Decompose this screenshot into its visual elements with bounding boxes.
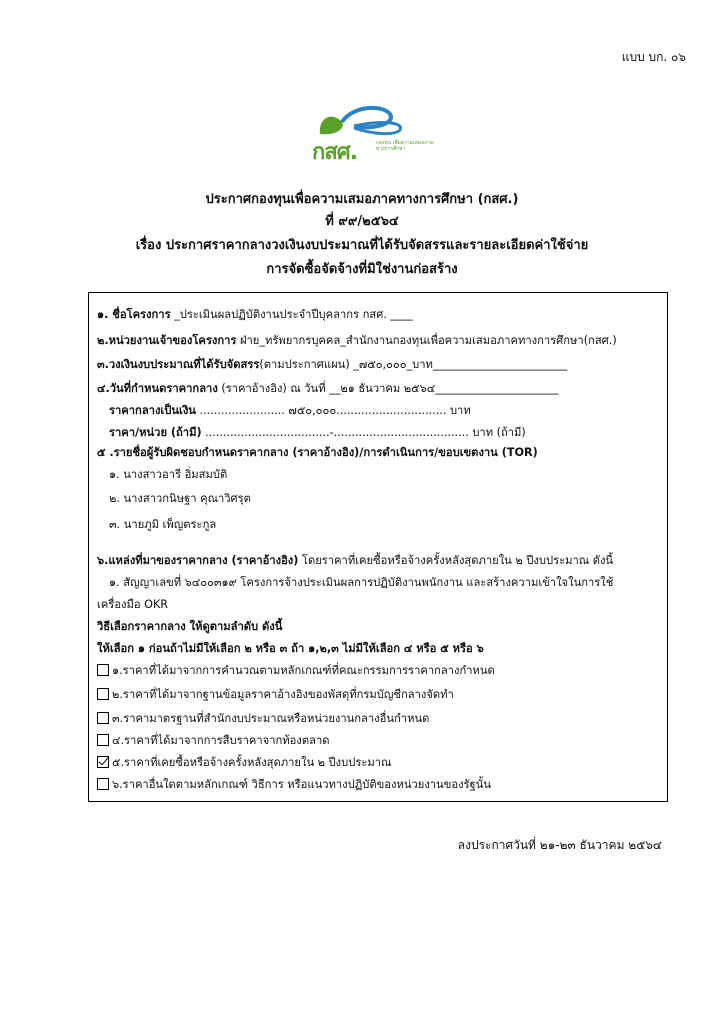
form-code: แบบ บก. ๐๖ — [621, 50, 686, 64]
method-option-6 — [97, 775, 491, 793]
date-label: ๔.วันที่กำหนดราคากลาง — [97, 382, 218, 395]
method-title: วิธีเลือกราคากลาง ให้ดูตามลำดับ ดังนี้ — [97, 620, 283, 633]
method-checkbox-1[interactable] — [97, 664, 109, 676]
method-option-6-label: ๖.ราคาอื่นใดตามหลักเกณฑ์ วิธีการ หรือแนวทางปฏิบัติของหน่วยงานของรัฐนั้น — [112, 778, 492, 791]
method-option-5 — [97, 753, 391, 771]
responsible-member-1: ๑. นางสาวอารี อิ่มสมบัติ — [109, 468, 228, 481]
method-option-2-label: ๒.ราคาที่ได้มาจากฐานข้อมูลราคาอ้างอิงของพัสดุที่กรมบัญชีกลางจัดทำ — [112, 688, 454, 701]
heading-line-4: การจัดซื้อจัดจ้างที่มิใช่งานก่อสร้าง — [266, 262, 458, 277]
method-option-1-label: ๑.ราคาที่ได้มาจากการคำนวณตามหลักเกณฑ์ที่คณะกรรมการราคากลางกำหนด — [112, 664, 495, 677]
source-row — [97, 551, 613, 569]
method-checkbox-4[interactable] — [97, 734, 109, 746]
responsible-member-2: ๒. นางสาวกนิษฐา คุณาวิศรุต — [109, 492, 251, 505]
method-option-4 — [97, 731, 330, 749]
heading-line-3: เรื่อง ประกาศราคากลางวงเงินงบประมาณที่ได้รับจัดสรรและรายละเอียดค่าใช้จ่าย — [135, 238, 589, 253]
method-option-2 — [97, 685, 454, 703]
date-row — [97, 379, 558, 397]
announce-date: ลงประกาศวันที่ ๒๑-๒๓ ธันวาคม ๒๕๖๔ — [457, 838, 662, 852]
method-option-3-label: ๓.ราคามาตรฐานที่สำนักงบประมาณหรือหน่วยงานกลางอื่นกำหนด — [112, 712, 430, 725]
responsible-heading: ๕ .รายชื่อผู้รับผิดชอบกำหนดราคากลาง (ราคาอ้างอิง)/การดำเนินการ/ขอบเขตงาน (TOR) — [97, 446, 538, 459]
logo-subtext: กองทุน เพื่อความเสมอภาค ทางการศึกษา — [376, 140, 434, 152]
logo-text: กสศ. — [312, 140, 358, 165]
unit-price-row — [109, 423, 526, 441]
method-checkbox-5[interactable] — [97, 756, 109, 768]
budget-row — [97, 355, 567, 373]
project-name-row — [97, 305, 413, 323]
median-price-row — [109, 401, 471, 419]
project-name-value: _ประเมินผลปฏิบัติงานประจำปีบุคลากร กสศ. ____ — [170, 308, 413, 321]
heading-line-2: ที่ ๙๙/๒๕๖๔ — [325, 214, 399, 229]
median-price-label: ราคากลางเป็นเงิน — [109, 404, 196, 417]
unit-price-value: ...................................-...................................... บาท (ถ้ามี) — [201, 426, 526, 439]
details-box — [88, 292, 668, 802]
source-value: โดยราคาที่เคยซื้อหรือจ้างครั้งหลังสุดภายใน ๒ ปีงบประมาณ ดังนี้ — [298, 554, 614, 567]
unit-price-label: ราคา/หน่วย (ถ้ามี) — [109, 426, 202, 439]
project-name-label: ๑. ชื่อโครงการ — [97, 308, 171, 321]
method-option-1 — [97, 661, 495, 679]
source-detail-2: เครื่องมือ OKR — [97, 598, 169, 611]
median-price-value: ........................ ๗๕๐,๐๐๐............................... บาท — [195, 404, 471, 417]
budget-value: (ตามประกาศแผน) _๗๕๐,๐๐๐_บาท________________________ — [259, 358, 568, 371]
owner-unit-value: ฝ่าย_ทรัพยากรบุคคล_สำนักงานกองทุนเพื่อความเสมอภาคทางการศึกษา(กสศ.) — [236, 334, 617, 347]
responsible-member-3: ๓. นายภูมิ เพ็ญตระกูล — [109, 518, 217, 531]
logo — [312, 100, 434, 165]
owner-unit-row — [97, 331, 617, 349]
method-rule: ให้เลือก ๑ ก่อนถ้าไม่มีให้เลือก ๒ หรือ ๓ ถ้า ๑,๒,๓ ไม่มีให้เลือก ๔ หรือ ๕ หรือ ๖ — [97, 642, 484, 655]
source-detail-1: ๑. สัญญาเลขที่ ๖๔๐๐๓๑๙ โครงการจ้างประเมินผลการปฏิบัติงานพนักงาน และสร้างความเข้าใจในการใช้ — [109, 576, 614, 589]
method-option-3 — [97, 709, 429, 727]
heading-line-1: ประกาศกองทุนเพื่อความเสมอภาคทางการศึกษา (กสศ.) — [205, 192, 519, 207]
method-checkbox-6[interactable] — [97, 778, 109, 790]
method-option-4-label: ๔.ราคาที่ได้มาจากการสืบราคาจากท้องตลาด — [112, 734, 330, 747]
owner-unit-label: ๒.หน่วยงานเจ้าของโครงการ — [97, 334, 237, 347]
method-option-5-label: ๕.ราคาที่เคยซื้อหรือจ้างครั้งหลังสุดภายใน ๒ ปีงบประมาณ — [112, 756, 392, 769]
method-checkbox-2[interactable] — [97, 688, 109, 700]
method-checkbox-3[interactable] — [97, 712, 109, 724]
budget-label: ๓.วงเงินงบประมาณที่ได้รับจัดสรร — [97, 358, 260, 371]
date-value: (ราคาอ้างอิง) ณ วันที่ __๒๑ ธันวาคม ๒๕๖๔______________________ — [217, 382, 559, 395]
source-label: ๖.แหล่งที่มาของราคากลาง (ราคาอ้างอิง) — [97, 554, 299, 567]
